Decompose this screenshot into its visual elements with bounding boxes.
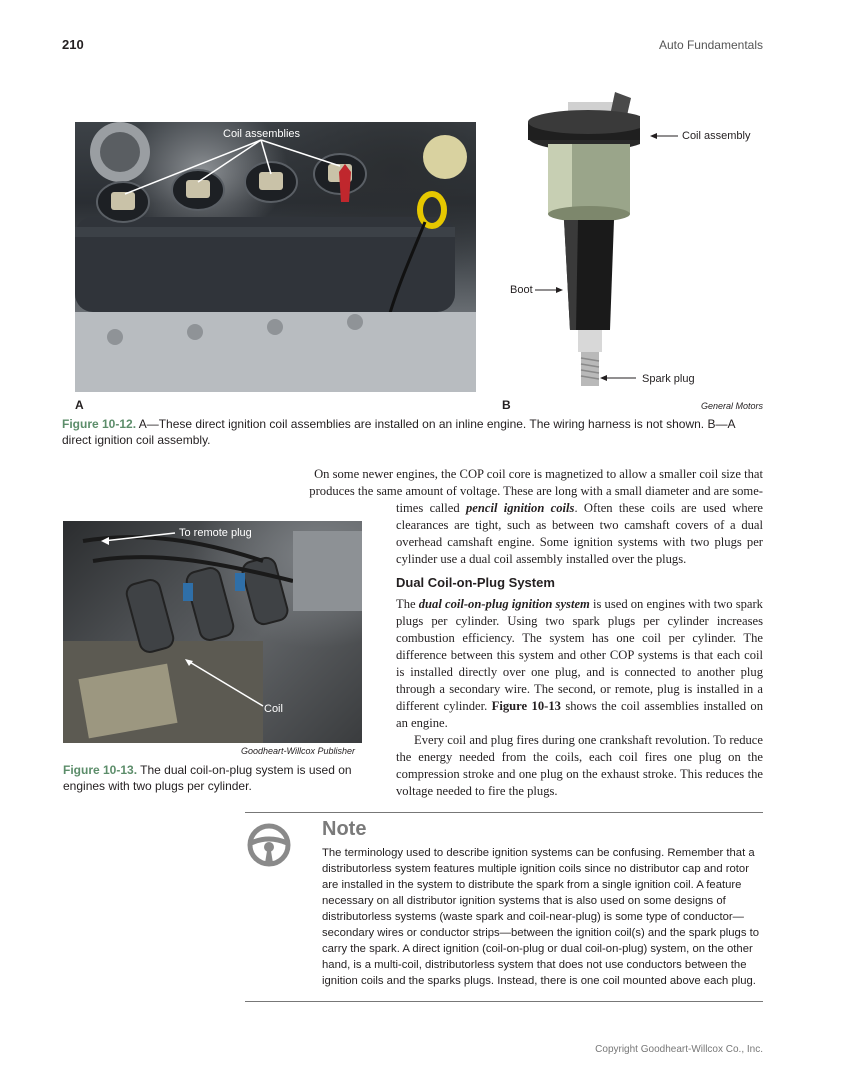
body-para1-line2: produces the same amount of voltage. These are long with a small diameter and are some-: [309, 484, 763, 498]
note-text: The terminology used to describe ignition systems can be confusing. Remember that a distributorless system features multiple ignition coils since no distributor cap and rotor are installed in the system to distribute the spark from a single ignition coil. A feature necessary on all distributor ignition systems that is also used on some designs of distributorless systems (waste spark and coil-near-plug) is some type of conductor—secondary wires or conductor strips—between the ignition coil(s) and the spark plugs to carry the spark. A direct ignition (coil-on-plug or dual coil-on-plug) system, on the other hand, is a multi-coil, distributorless system that does not use conductors between the ignition coils and the sparks plugs. Instead, there is one coil mounted above each plug.: [322, 847, 760, 987]
body-para2: [396, 596, 763, 732]
coil-callout-arrows: [500, 125, 700, 395]
note-top-rule: [245, 812, 763, 813]
para2-text-pre: The: [396, 597, 419, 611]
body-right-column: [396, 500, 763, 800]
figure-10-12-credit: General Motors: [700, 401, 763, 411]
figure-10-13-credit: Goodheart-Willcox Publisher: [241, 746, 355, 756]
body-para1-continued: [396, 500, 763, 568]
figure-reference: Figure 10-13: [491, 699, 561, 713]
copyright: Copyright Goodheart-Willcox Co., Inc.: [595, 1044, 763, 1055]
figure-10-12-caption-id: Figure 10-12.: [62, 417, 137, 431]
term-pencil-ignition-coils: pencil ignition coils: [465, 501, 575, 515]
engine-coil-photo-illustration: [75, 122, 476, 392]
dual-coil-photo-illustration: [63, 521, 362, 743]
figure-10-12-photo-a: [75, 122, 476, 392]
steering-wheel-icon: [247, 823, 291, 867]
spark-plug-callout: Spark plug: [642, 373, 695, 385]
running-head: Auto Fundamentals: [658, 38, 763, 52]
para1-text-post: . Often these coils are used where clearances are tight, such as between two camshaft covers of a dual overhead camshaft engine. Some ignition systems with two plugs per cylinder use a dual coil assembly installed over the plugs.: [396, 501, 763, 566]
para2-text-post: shows the coil assemblies installed on an engine.: [396, 699, 763, 730]
figure-10-13-photo: [63, 521, 362, 743]
figure-10-13-caption: [63, 762, 363, 794]
coil-assembly-callout: Coil assembly: [682, 130, 751, 142]
body-para3: Every coil and plug fires during one crankshaft revolution. To reduce the energy needed from the coils, each coil fires one plug on the compression stroke and one plug on the exhaust stroke. This reduces the voltage needed to fire the plugs.: [396, 733, 763, 798]
coil-assemblies-label: Coil assemblies: [223, 128, 301, 140]
figure-10-13-caption-text: The dual coil-on-plug system is used on engines with two plugs per cylinder.: [63, 763, 352, 793]
note-bottom-rule: [245, 1001, 763, 1002]
figure-10-12-caption: [62, 416, 762, 448]
to-remote-plug-label: To remote plug: [179, 527, 252, 539]
section-heading: Dual Coil-on-Plug System: [396, 575, 555, 590]
para2-text-mid: is used on engines with two spark plugs per cylinder. Using two spark plugs per cylinder increases combustion efficiency. The system has one coil per cylinder. The difference between this system and other COP systems is that each coil is installed directly over one plug, and is connected to another plug through a secondary wire. The second, or remote, plug is installed in a different cylinder.: [396, 597, 763, 713]
figure-letter-a: A: [75, 398, 84, 412]
page-number: 210: [62, 37, 84, 52]
figure-letter-b: B: [502, 398, 511, 412]
para1-text-pre: times called: [396, 501, 466, 515]
note-title: Note: [322, 818, 367, 840]
term-dual-coil-on-plug: dual coil-on-plug ignition system: [418, 597, 590, 611]
coil-label: Coil: [264, 703, 283, 715]
body-para1-line1: On some newer engines, the COP coil core is magnetized to allow a smaller coil size that: [314, 467, 763, 481]
boot-callout: Boot: [510, 284, 533, 296]
body-paragraph-1-lines: [240, 466, 763, 500]
figure-10-12-caption-text: A—These direct ignition coil assemblies are installed on an inline engine. The wiring harness is not shown. B—A direct ignition coil assembly.: [62, 417, 735, 447]
figure-10-13-caption-id: Figure 10-13.: [63, 763, 138, 777]
